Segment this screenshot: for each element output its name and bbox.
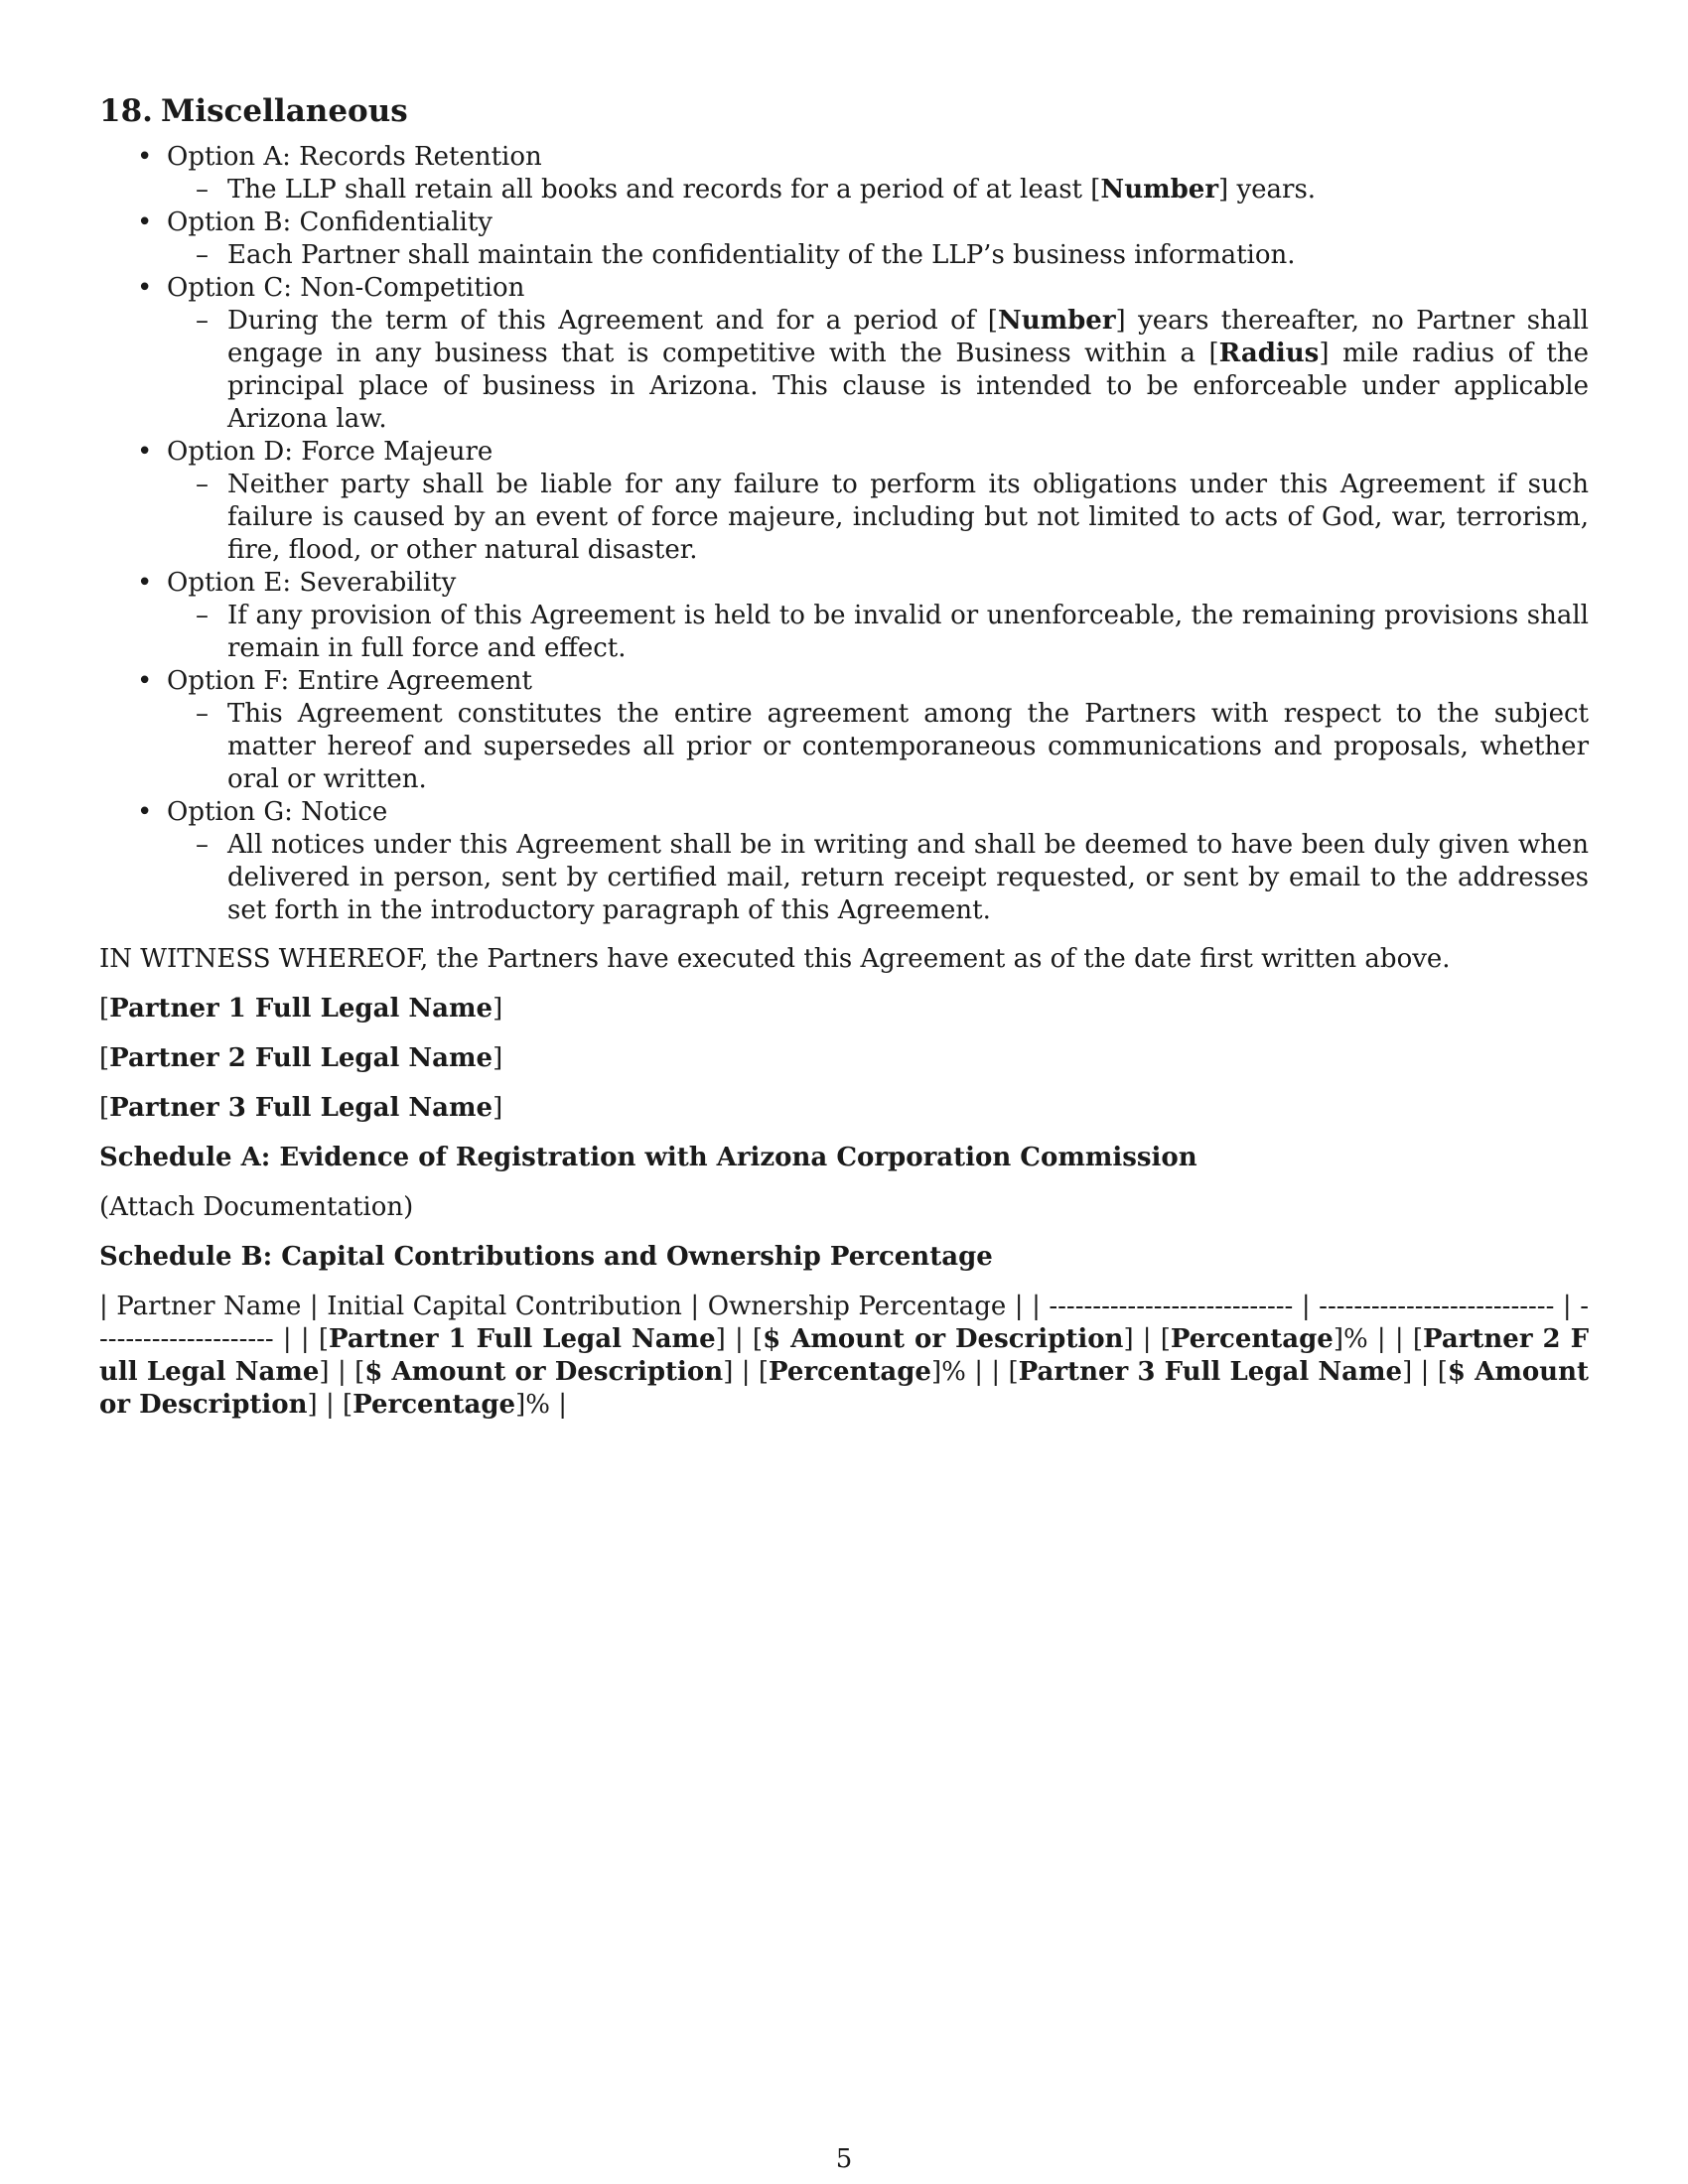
signature-line-partner-3: [Partner 3 Full Legal Name] — [99, 1093, 503, 1123]
option-f — [99, 665, 1589, 796]
option-b — [99, 206, 1589, 272]
option-text: – During the term of this Agreement and for a period of [Number] years thereafter, no Partner shall engage in any business that is competitive with the Business within a [Radius] mile radius of the principal place of business in Arizona. This clause is intended to be enforceable under applicable Arizona law. — [167, 305, 1589, 436]
option-label: Option E: Severability — [167, 568, 457, 598]
option-e — [99, 567, 1589, 665]
capital-contributions-table — [99, 1291, 1589, 1422]
option-label: Option B: Confidentiality — [167, 207, 492, 237]
option-label: Option D: Force Majeure — [167, 437, 493, 467]
option-text: – All notices under this Agreement shall be in writing and shall be deemed to have been duly given when delivered in person, sent by certified mail, return receipt requested, or sent by email to the addresses set forth in the introductory paragraph of this Agreement. — [167, 829, 1589, 927]
placeholder-number: Number — [997, 306, 1116, 336]
table-row: | [Partner 3 Full Legal Name] | [$ Amount or Description] | [Percentage]% | — [99, 1357, 1589, 1420]
option-c — [99, 272, 1589, 436]
option-label: Option G: Notice — [167, 797, 388, 827]
option-text: – Neither party shall be liable for any failure to perform its obligations under this Agreement if such failure is caused by an event of force majeure, including but not limited to acts of God, war, terrorism, fire, flood, or other natural disaster. — [167, 469, 1589, 567]
table-header-row: | Partner Name | Initial Capital Contribution | Ownership Percentage | — [99, 1292, 1024, 1321]
table-row: | [Partner 2 Full Legal Name] | [$ Amount or Description] | [Percentage]% | — [99, 1324, 1590, 1387]
option-text: – This Agreement constitutes the entire agreement among the Partners with respect to the subject matter hereof and supersedes all prior or contemporaneous communications and proposals, whether oral or written. — [167, 698, 1589, 796]
schedule-a-heading: Schedule A: Evidence of Registration with Arizona Corporation Commission — [99, 1143, 1197, 1172]
option-label: Option F: Entire Agreement — [167, 666, 532, 696]
option-label: Option A: Records Retention — [167, 142, 542, 172]
option-text: – The LLP shall retain all books and records for a period of at least [Number] years. — [167, 174, 1589, 206]
table-row: | [Partner 1 Full Legal Name] | [$ Amount or Description] | [Percentage]% | — [300, 1324, 1386, 1354]
option-label: Option C: Non-Competition — [167, 273, 525, 303]
placeholder-number: Number — [1100, 175, 1219, 205]
witness-statement: IN WITNESS WHEREOF, the Partners have executed this Agreement as of the date first written above. — [99, 944, 1451, 974]
section-title: Miscellaneous — [161, 93, 408, 129]
signature-line-partner-1: [Partner 1 Full Legal Name] — [99, 994, 503, 1024]
option-d — [99, 436, 1589, 567]
section-number: 18. — [99, 93, 153, 129]
page-number: 5 — [835, 2144, 853, 2174]
options-list — [99, 141, 1589, 927]
option-g — [99, 796, 1589, 927]
schedule-b-heading: Schedule B: Capital Contributions and Ownership Percentage — [99, 1242, 993, 1272]
document-page — [99, 91, 1589, 1422]
option-text: – If any provision of this Agreement is held to be invalid or unenforceable, the remaining provisions shall remain in full force and effect. — [167, 600, 1589, 665]
placeholder-radius: Radius — [1218, 339, 1320, 368]
signature-line-partner-2: [Partner 2 Full Legal Name] — [99, 1043, 503, 1073]
schedule-a-note: (Attach Documentation) — [99, 1192, 414, 1222]
option-text: – Each Partner shall maintain the confidentiality of the LLP’s business information. — [167, 239, 1589, 272]
table-separator-row: | ---------------------------- | --------------------------- | --------------------- | — [99, 1292, 1589, 1354]
option-a — [99, 141, 1589, 206]
section-heading — [99, 91, 1589, 131]
